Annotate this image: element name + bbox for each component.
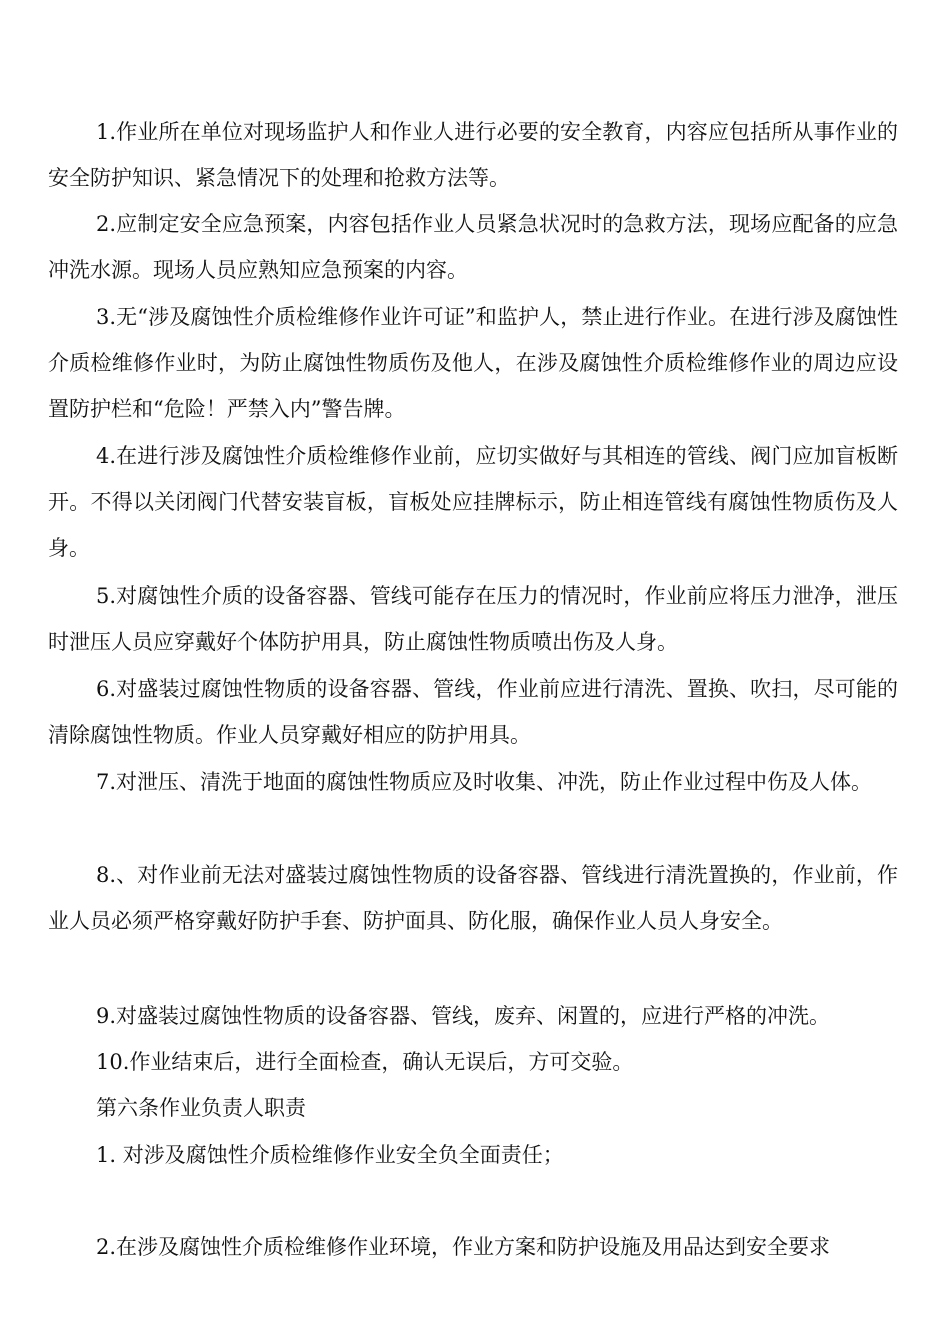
section-heading: 第六条作业负责人职责 bbox=[96, 1096, 306, 1120]
paragraph-9: 9.对盛装过腐蚀性物质的设备容器、管线，废弃、闲置的，应进行严格的冲洗。 bbox=[96, 1004, 831, 1028]
paragraph-4: 4.在进行涉及腐蚀性介质检维修作业前，应切实做好与其相连的管线、阀门应加盲板断开。不得以关闭阀门代替安装盲板，盲板处应挂牌标示，防止相连管线有腐蚀性物质伤及人身。 bbox=[48, 444, 898, 560]
paragraph-8: 8.、对作业前无法对盛装过腐蚀性物质的设备容器、管线进行清洗置换的，作业前，作业人员必须严格穿戴好防护手套、防护面具、防化服，确保作业人员人身安全。 bbox=[48, 863, 898, 933]
paragraph-duty-2: 2.在涉及腐蚀性介质检维修作业环境，作业方案和防护设施及用品达到安全要求 bbox=[96, 1235, 831, 1259]
paragraph-duty-1: 1. 对涉及腐蚀性介质检维修作业安全负全面责任； bbox=[96, 1143, 564, 1167]
paragraph-2: 2.应制定安全应急预案，内容包括作业人员紧急状况时的急救方法，现场应配备的应急冲洗水源。现场人员应熟知应急预案的内容。 bbox=[48, 212, 898, 282]
paragraph-3: 3.无“涉及腐蚀性介质检维修作业许可证”和监护人，禁止进行作业。在进行涉及腐蚀性介质检维修作业时，为防止腐蚀性物质伤及他人，在涉及腐蚀性介质检维修作业的周边应设置防护栏和“危险！严禁入内”警告牌。 bbox=[48, 305, 898, 421]
paragraph-10: 10.作业结束后，进行全面检查，确认无误后，方可交验。 bbox=[96, 1050, 634, 1074]
paragraph-1: 1.作业所在单位对现场监护人和作业人进行必要的安全教育，内容应包括所从事作业的安全防护知识、紧急情况下的处理和抢救方法等。 bbox=[48, 120, 898, 190]
paragraph-6: 6.对盛装过腐蚀性物质的设备容器、管线，作业前应进行清洗、置换、吹扫，尽可能的清除腐蚀性物质。作业人员穿戴好相应的防护用具。 bbox=[48, 677, 898, 747]
paragraph-5: 5.对腐蚀性介质的设备容器、管线可能存在压力的情况时，作业前应将压力泄净，泄压时泄压人员应穿戴好个体防护用具，防止腐蚀性物质喷出伤及人身。 bbox=[48, 584, 898, 654]
paragraph-7: 7.对泄压、清洗于地面的腐蚀性物质应及时收集、冲洗，防止作业过程中伤及人体。 bbox=[96, 770, 873, 794]
